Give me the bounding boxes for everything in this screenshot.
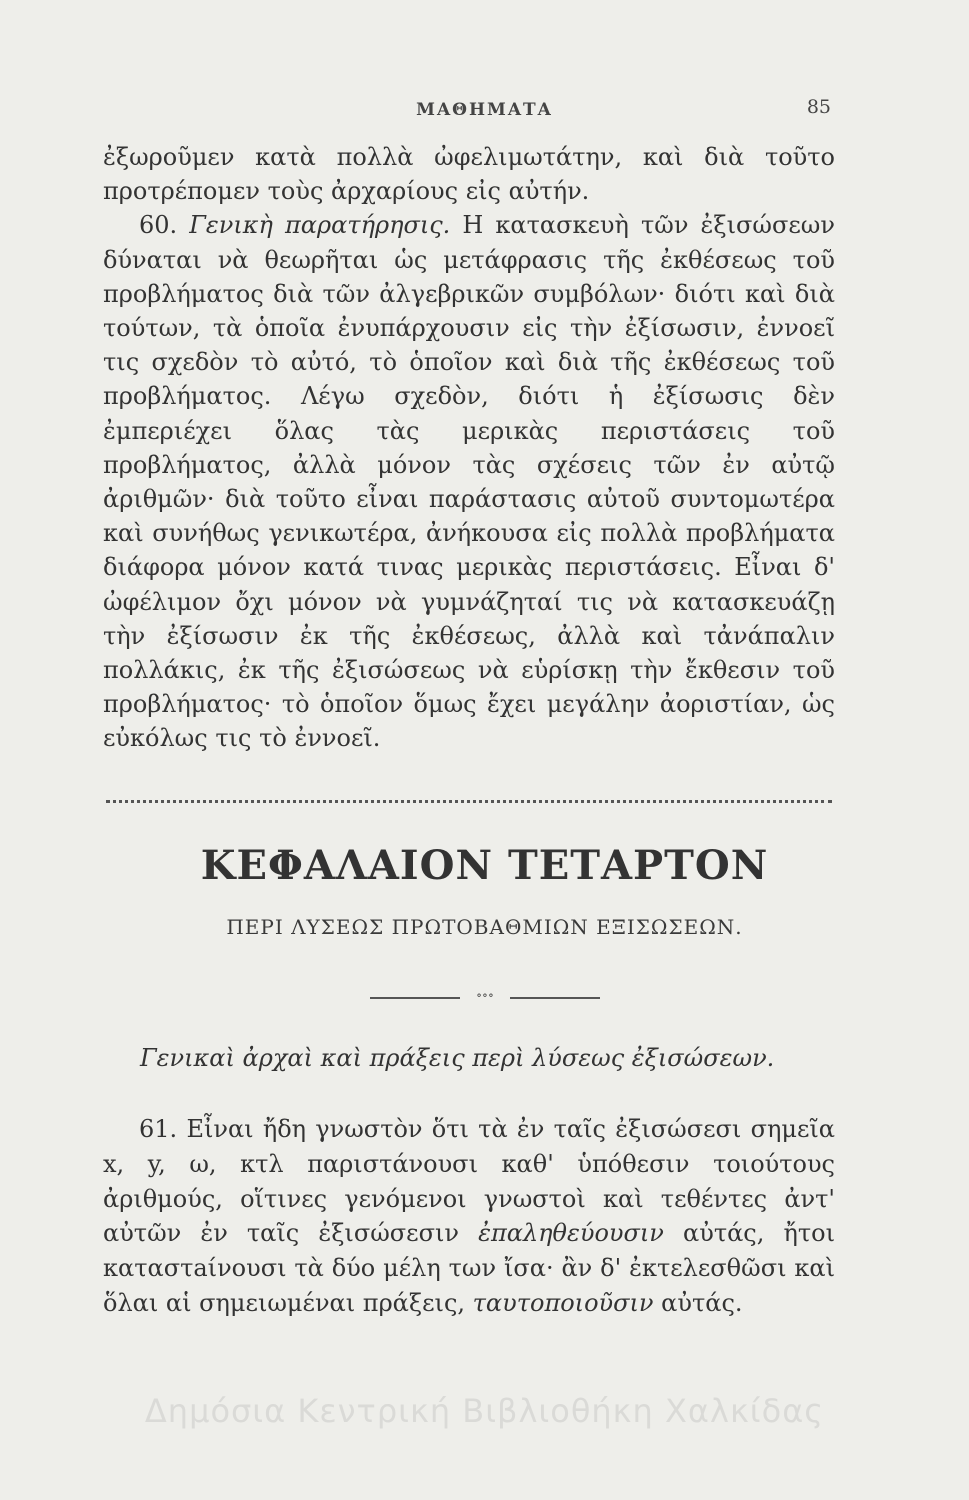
ornamental-divider — [106, 800, 832, 809]
chapter-title: ΚΕΦΑΛΑΙΟΝ ΤΕΤΑΡΤΟΝ — [200, 842, 769, 889]
paragraph-61-text — [103, 1112, 835, 1321]
running-head: ΜΑΘΗΜΑΤΑ — [416, 100, 553, 120]
paragraph-number: 60. — [139, 211, 178, 240]
paragraph-text-c: αὐτάς. — [661, 1288, 743, 1317]
paragraph-heading: Γενικὴ παρατήρησις. — [189, 211, 451, 240]
paragraph-text: Η κατασκευὴ τῶν ἐξισώσεων δύναται νὰ θεωρῆται ὡς μετάφρασις τῆς ἐκθέσεως τοῦ προβλήματος διὰ τῶν ἀλγεβρικῶν συμβόλων· διότι καὶ διὰ τούτων, τὰ ὁποῖα ἐνυπάρχουσιν εἰς τὴν ἐξίσωσιν, ἐννοεῖ τις σχεδὸν τὸ αὐτό, τὸ ὁποῖον καὶ διὰ τῆς ἐκθέσεως τοῦ προβλήματος. Λέγω σχεδὸν, διότι ἡ ἐξίσωσις δὲν ἐμπεριέχει ὅλας τὰς μερικὰς περιστάσεις τοῦ προβλήματος, ἀλλὰ μόνον τὰς σχέσεις τῶν ἐν αὐτῷ ἀριθμῶν· διὰ τοῦτο εἶναι παράστασις αὐτοῦ συντομωτέρα καὶ συνήθως γενικωτέρα, ἀνήκουσα εἰς πολλὰ προβλήματα διάφορα μόνον κατά τινας μερικὰς περιστάσεις. Εἶναι δ' ὠφέλιμον ὄχι μόνον νὰ γυμνάζηταί τις νὰ κατασκευάζῃ τὴν ἐξίσωσιν ἐκ τῆς ἐκθέσεως, ἀλλὰ καὶ τἀνάπαλιν πολλάκις, ἐκ τῆς ἐξισώσεως νὰ εὑρίσκῃ τὴν ἔκθεσιν τοῦ προβλήματος· τὸ ὁποῖον ὅμως ἔχει μεγάλην ἀοριστίαν, ὡς εὐκόλως τις τὸ ἐννοεῖ. — [103, 211, 835, 753]
page-number: 85 — [806, 96, 831, 118]
chapter-subtitle: ΠΕΡΙ ΛΥΣΕΩΣ ΠΡΩΤΟΒΑΘΜΙΩΝ ΕΞΙΣΩΣΕΩΝ. — [226, 915, 743, 939]
paragraph-61 — [103, 1112, 835, 1321]
italic-term: ταυτοποιοῦσιν — [472, 1288, 654, 1317]
italic-term: ἐπαληθεύουσιν — [478, 1219, 664, 1248]
paragraph-number: 61. — [139, 1115, 178, 1143]
paragraph-continuation: ἐξωροῦμεν κατὰ πολλὰ ὠφελιμωτάτην, καὶ διὰ τοῦτο προτρέπομεν τοὺς ἀρχαρίους εἰς αὐτήν. — [103, 143, 835, 206]
paragraph-60 — [103, 208, 835, 755]
paragraph-text-b: αὐτάς, ἤτοι καταστaίνουσι τὰ δύο μέλη των ἴσα· ἂν δ' ἐκτελεσθῶσι καὶ ὅλαι αἱ σημειωμέναι πράξεις, — [103, 1219, 835, 1317]
paragraph-text-a: Εἶναι ἤδη γνωστὸν ὅτι τὰ ἐν ταῖς ἐξισώσεσι σημεῖα x, y, ω, κτλ παριστάνουσι καθ' ὑπόθεσιν τοιούτους ἀριθμούς, οἵτινες γενόμενοι γνωστοὶ καὶ τεθέντες ἀντ' αὐτῶν ἐν ταῖς ἐξισώσεσιν — [103, 1115, 835, 1248]
divider-ornament: ∘∘∘ — [460, 988, 510, 1002]
library-watermark: Δημόσια Κεντρική Βιβλιοθήκη Χαλκίδας — [144, 1392, 825, 1430]
section-heading: Γενικαὶ ἀρχαὶ καὶ πράξεις περὶ λύσεως ἐξισώσεων. — [140, 1044, 775, 1072]
body-text — [103, 140, 835, 756]
